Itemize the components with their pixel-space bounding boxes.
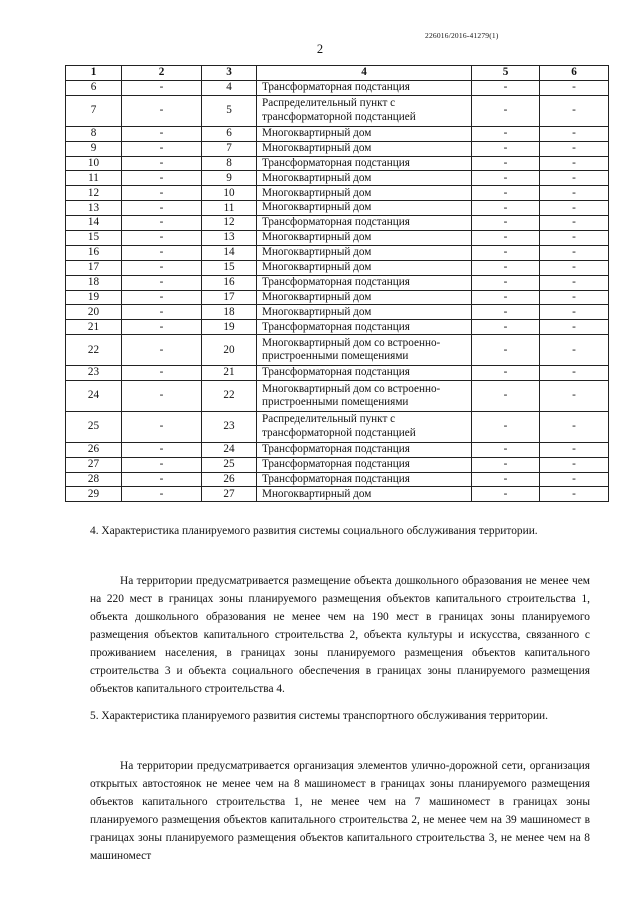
table-cell: 21 xyxy=(66,320,122,335)
table-cell: - xyxy=(122,487,202,502)
table-cell: - xyxy=(122,335,202,366)
table-cell: 22 xyxy=(66,335,122,366)
table-row xyxy=(66,305,609,320)
table-cell: - xyxy=(472,335,540,366)
column-header: 4 xyxy=(257,66,472,81)
table-cell: 8 xyxy=(66,126,122,141)
table-row xyxy=(66,216,609,231)
table-cell: - xyxy=(122,305,202,320)
table-cell: 7 xyxy=(66,95,122,126)
column-header: 6 xyxy=(540,66,609,81)
table-cell: Многоквартирный дом xyxy=(257,260,472,275)
table-cell: - xyxy=(472,231,540,246)
table-cell: - xyxy=(472,290,540,305)
table-cell: - xyxy=(122,216,202,231)
table-cell: 27 xyxy=(202,487,257,502)
table-cell: - xyxy=(472,411,540,442)
table-cell: 14 xyxy=(66,216,122,231)
table-cell: 12 xyxy=(202,216,257,231)
table-cell: - xyxy=(472,275,540,290)
table-body xyxy=(66,81,609,502)
table-cell: - xyxy=(122,366,202,381)
table-cell: - xyxy=(540,487,609,502)
table-cell: Трансформаторная подстанция xyxy=(257,275,472,290)
table-cell: - xyxy=(122,171,202,186)
table-cell: 23 xyxy=(66,366,122,381)
table-row xyxy=(66,245,609,260)
table-cell: 26 xyxy=(202,472,257,487)
table-cell: 11 xyxy=(66,171,122,186)
table-cell: Трансформаторная подстанция xyxy=(257,156,472,171)
table-cell: 8 xyxy=(202,156,257,171)
table-row xyxy=(66,457,609,472)
table-cell: Трансформаторная подстанция xyxy=(257,457,472,472)
table-cell: - xyxy=(472,81,540,96)
table-cell: Трансформаторная подстанция xyxy=(257,366,472,381)
table-row xyxy=(66,201,609,216)
table-row xyxy=(66,126,609,141)
table-cell: - xyxy=(540,320,609,335)
table-cell: - xyxy=(472,442,540,457)
table-cell: - xyxy=(122,472,202,487)
table-cell: - xyxy=(540,472,609,487)
document-id: 226016/2016-41279(1) xyxy=(425,31,499,40)
objects-table xyxy=(65,65,609,502)
table-cell: Трансформаторная подстанция xyxy=(257,320,472,335)
column-header: 1 xyxy=(66,66,122,81)
table-cell: 16 xyxy=(66,245,122,260)
table-row xyxy=(66,472,609,487)
table-cell: - xyxy=(540,216,609,231)
table-cell: - xyxy=(122,245,202,260)
table-cell: - xyxy=(540,290,609,305)
table-cell: - xyxy=(472,457,540,472)
table-cell: 5 xyxy=(202,95,257,126)
table-cell: 4 xyxy=(202,81,257,96)
table-cell: 20 xyxy=(202,335,257,366)
table-cell: Трансформаторная подстанция xyxy=(257,442,472,457)
table-cell: Многоквартирный дом xyxy=(257,487,472,502)
table-cell: - xyxy=(540,366,609,381)
table-cell: 22 xyxy=(202,381,257,412)
section-4-body: На территории предусматривается размещение объекта дошкольного образования не менее чем на 220 мест в границах зоны планируемого размещения объектов капитального строительства 1, объекта дошкольного образования не менее чем на 190 мест в границах зоны планируемого размещения объектов капитального строительства 2, объекта культуры и искусства, связанного с проживанием населения, в границах зоны планируемого размещения объектов капитального строительства 3 и объекта социального обеспечения в границах зоны планируемого размещения объектов капитального строительства 4. xyxy=(90,575,590,695)
table-cell: - xyxy=(472,260,540,275)
table-cell: - xyxy=(540,186,609,201)
table-cell: - xyxy=(472,95,540,126)
table-cell: 28 xyxy=(66,472,122,487)
table-cell: 12 xyxy=(66,186,122,201)
table-cell: - xyxy=(472,186,540,201)
section-5-heading: 5. Характеристика планируемого развития системы транспортного обслуживания территории. xyxy=(90,710,549,722)
table-cell: 23 xyxy=(202,411,257,442)
table-cell: 6 xyxy=(66,81,122,96)
table-cell: - xyxy=(122,156,202,171)
section-5-body: На территории предусматривается организация элементов улично-дорожной сети, организация открытых автостоянок не менее чем на 8 машиномест в границах зоны планируемого размещения объектов капитального строительства 1, не менее чем на 7 машиномест в границах зоны планируемого размещения объектов капитального строительства 2, не менее чем на 39 машиномест в границах зоны планируемого размещения объектов капитального строительства 3, не менее чем на 8 машиномест xyxy=(90,760,590,862)
table-cell: - xyxy=(540,126,609,141)
table-cell: - xyxy=(122,290,202,305)
table-row xyxy=(66,260,609,275)
table-cell: 15 xyxy=(202,260,257,275)
table-cell: 25 xyxy=(202,457,257,472)
table-cell: - xyxy=(540,245,609,260)
table-cell: 21 xyxy=(202,366,257,381)
table-cell: - xyxy=(122,320,202,335)
table-cell: 13 xyxy=(66,201,122,216)
table-row xyxy=(66,141,609,156)
table-cell: - xyxy=(540,381,609,412)
table-cell: - xyxy=(122,381,202,412)
table-cell: 14 xyxy=(202,245,257,260)
table-cell: - xyxy=(122,186,202,201)
table-cell: - xyxy=(122,231,202,246)
table-cell: 20 xyxy=(66,305,122,320)
table-cell: 19 xyxy=(202,320,257,335)
table-cell: - xyxy=(122,457,202,472)
table-cell: 19 xyxy=(66,290,122,305)
table-cell: - xyxy=(472,381,540,412)
table-cell: 10 xyxy=(66,156,122,171)
table-cell: Многоквартирный дом xyxy=(257,126,472,141)
table-cell: - xyxy=(540,457,609,472)
table-cell: 18 xyxy=(66,275,122,290)
table-cell: 10 xyxy=(202,186,257,201)
table-cell: Многоквартирный дом xyxy=(257,305,472,320)
table-cell: 13 xyxy=(202,231,257,246)
table-cell: 24 xyxy=(66,381,122,412)
table-cell: - xyxy=(540,411,609,442)
table-row xyxy=(66,186,609,201)
table-cell: - xyxy=(472,487,540,502)
table-cell: 24 xyxy=(202,442,257,457)
table-row xyxy=(66,381,609,412)
table-cell: - xyxy=(540,95,609,126)
table-cell: - xyxy=(472,245,540,260)
table-cell: - xyxy=(122,201,202,216)
page-number: 2 xyxy=(316,42,324,56)
table-cell: - xyxy=(540,442,609,457)
table-cell: Трансформаторная подстанция xyxy=(257,216,472,231)
table-cell: - xyxy=(540,156,609,171)
table-row xyxy=(66,290,609,305)
table-cell: - xyxy=(122,141,202,156)
table-row xyxy=(66,335,609,366)
table-cell: - xyxy=(472,366,540,381)
table-row xyxy=(66,487,609,502)
table-row xyxy=(66,320,609,335)
table-cell: 16 xyxy=(202,275,257,290)
table-cell: Многоквартирный дом xyxy=(257,290,472,305)
table-cell: - xyxy=(122,442,202,457)
table-cell: - xyxy=(472,216,540,231)
table-cell: Многоквартирный дом со встроенно-пристроенными помещениями xyxy=(257,335,472,366)
table-cell: - xyxy=(540,201,609,216)
table-cell: - xyxy=(122,411,202,442)
table-cell: Многоквартирный дом xyxy=(257,171,472,186)
table-cell: - xyxy=(540,231,609,246)
table-cell: Многоквартирный дом xyxy=(257,231,472,246)
table-cell: Многоквартирный дом xyxy=(257,201,472,216)
table-row xyxy=(66,81,609,96)
table-row xyxy=(66,442,609,457)
table-cell: - xyxy=(472,156,540,171)
table-row xyxy=(66,275,609,290)
table-cell: Распределительный пункт с трансформаторной подстанцией xyxy=(257,411,472,442)
table-cell: 17 xyxy=(66,260,122,275)
table-cell: 26 xyxy=(66,442,122,457)
table-cell: - xyxy=(122,260,202,275)
table-cell: 25 xyxy=(66,411,122,442)
table-cell: - xyxy=(472,320,540,335)
table-cell: - xyxy=(540,260,609,275)
table-cell: 7 xyxy=(202,141,257,156)
table-cell: 9 xyxy=(66,141,122,156)
table-cell: Многоквартирный дом xyxy=(257,186,472,201)
table-cell: Трансформаторная подстанция xyxy=(257,472,472,487)
table-cell: Распределительный пункт с трансформаторной подстанцией xyxy=(257,95,472,126)
table-cell: Многоквартирный дом xyxy=(257,141,472,156)
column-header: 3 xyxy=(202,66,257,81)
table-row xyxy=(66,156,609,171)
table-cell: 9 xyxy=(202,171,257,186)
table-cell: - xyxy=(472,141,540,156)
table-cell: - xyxy=(540,81,609,96)
table-cell: 17 xyxy=(202,290,257,305)
table-header-row xyxy=(66,66,609,81)
table-cell: Трансформаторная подстанция xyxy=(257,81,472,96)
column-header: 2 xyxy=(122,66,202,81)
table-cell: - xyxy=(472,126,540,141)
table-cell: - xyxy=(122,81,202,96)
table-row xyxy=(66,171,609,186)
table-row xyxy=(66,411,609,442)
table-cell: - xyxy=(122,126,202,141)
table-cell: 15 xyxy=(66,231,122,246)
table-cell: Многоквартирный дом со встроенно-пристроенными помещениями xyxy=(257,381,472,412)
table-cell: 11 xyxy=(202,201,257,216)
table-cell: - xyxy=(472,201,540,216)
table-cell: - xyxy=(122,95,202,126)
table-cell: 18 xyxy=(202,305,257,320)
table-cell: Многоквартирный дом xyxy=(257,245,472,260)
column-header: 5 xyxy=(472,66,540,81)
table-cell: 29 xyxy=(66,487,122,502)
table-row xyxy=(66,231,609,246)
table-cell: - xyxy=(122,275,202,290)
table-cell: - xyxy=(472,171,540,186)
table-cell: - xyxy=(540,335,609,366)
table-cell: - xyxy=(472,472,540,487)
table-cell: 27 xyxy=(66,457,122,472)
section-4-heading: 4. Характеристика планируемого развития системы социального обслуживания территории. xyxy=(90,525,538,537)
table-cell: - xyxy=(540,305,609,320)
table-cell: - xyxy=(472,305,540,320)
table-cell: - xyxy=(540,141,609,156)
table-cell: - xyxy=(540,171,609,186)
table-cell: - xyxy=(540,275,609,290)
table-cell: 6 xyxy=(202,126,257,141)
table-row xyxy=(66,366,609,381)
table-row xyxy=(66,95,609,126)
